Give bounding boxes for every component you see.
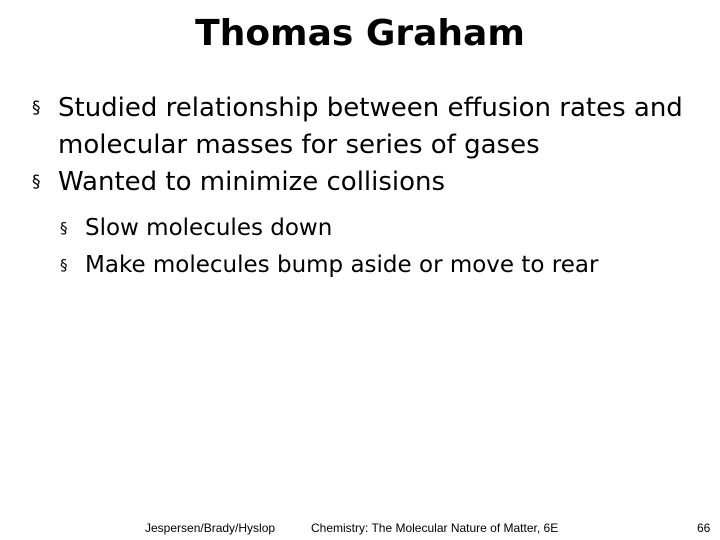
- slide-body: [30, 90, 700, 284]
- bullet-item: [30, 90, 700, 164]
- sub-bullet-item: [58, 210, 700, 247]
- sub-bullet-marker-icon: §: [60, 256, 68, 274]
- sub-bullet-item: [58, 247, 700, 284]
- footer-authors: Jespersen/Brady/Hyslop: [145, 521, 276, 535]
- bullet-item: [30, 164, 700, 201]
- sub-bullet-marker-icon: §: [60, 219, 68, 237]
- bullet-marker-icon: §: [32, 172, 41, 192]
- sub-bullet-text: Slow molecules down: [85, 215, 333, 241]
- slide-title: Thomas Graham: [195, 13, 525, 54]
- bullet-text: Studied relationship between effusion rates and molecular masses for series of gases: [58, 93, 683, 160]
- bullet-marker-icon: §: [32, 98, 41, 118]
- bullet-text: Wanted to minimize collisions: [58, 167, 446, 197]
- sub-bullet-list: [30, 210, 700, 284]
- footer-page-number: 66: [697, 521, 711, 535]
- footer-book-title: Chemistry: The Molecular Nature of Matter, 6E: [311, 521, 559, 535]
- sub-bullet-text: Make molecules bump aside or move to rear: [85, 252, 599, 278]
